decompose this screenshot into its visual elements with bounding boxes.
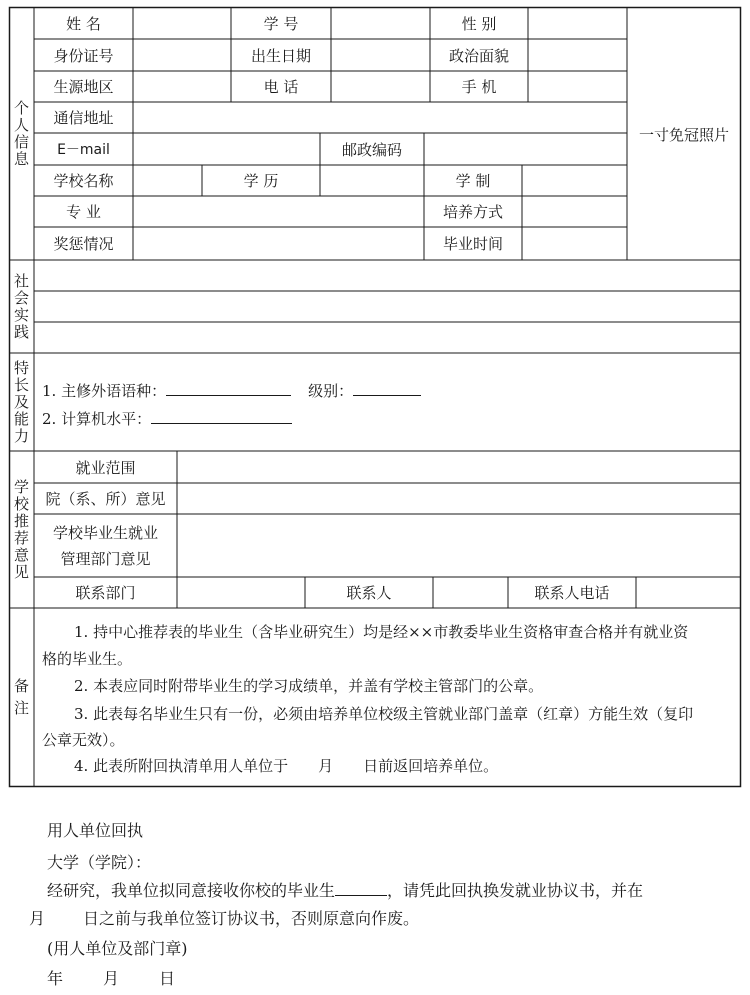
- label-char: 推: [13, 511, 29, 530]
- origin-label: 生源地区: [53, 78, 114, 96]
- degree-label: 学 历: [243, 172, 279, 190]
- email-label: E－mail: [57, 142, 110, 158]
- label-char: 学: [13, 477, 29, 496]
- contact-phone-label: 联系人电话: [534, 584, 610, 602]
- section-label-remarks: [9, 608, 34, 786]
- awards-label: 奖惩情况: [53, 235, 114, 253]
- remark-4: [74, 753, 498, 779]
- remark-4-part-1: 4. 此表所附回执清单用人单位于: [74, 757, 289, 775]
- receipt-body-month: 月: [29, 909, 46, 928]
- remark-1b: 格的毕业生。: [42, 650, 133, 668]
- label-char: 人: [13, 116, 29, 134]
- section-label-recommend: [9, 451, 34, 608]
- level-blank[interactable]: [353, 381, 421, 396]
- label-char: 力: [13, 426, 29, 445]
- length-label: 学 制: [455, 172, 491, 190]
- receipt-day: 日: [159, 969, 176, 988]
- office-opinion-line-2: 管理部门意见: [60, 549, 151, 568]
- contact-dept-label: 联系部门: [75, 584, 136, 602]
- remark-1a: 1. 持中心推荐表的毕业生（含毕业研究生）均是经××市教委毕业生资格审查合格并有就业资: [74, 623, 689, 641]
- phone-label: 电 话: [263, 78, 299, 96]
- receipt-month: 月: [103, 969, 120, 988]
- remark-3b: 公章无效）。: [42, 731, 125, 749]
- major-label: 专 业: [66, 203, 101, 221]
- section-label-personal: [9, 8, 34, 260]
- label-char: 会: [13, 288, 29, 307]
- contact-person-label: 联系人: [346, 584, 392, 602]
- label-char: 备: [13, 677, 29, 695]
- language-line: [42, 380, 421, 401]
- graduate-name-blank[interactable]: [335, 881, 387, 896]
- receipt-body-2b: 日之前与我单位签订协议书，否则原意向作废。: [83, 909, 420, 928]
- id-no-label: 身份证号: [53, 46, 114, 65]
- school-label: 学校名称: [53, 172, 114, 190]
- name-label: 姓 名: [66, 15, 101, 33]
- label-char: 社: [13, 271, 29, 290]
- receipt-title: 用人单位回执: [47, 821, 144, 840]
- mobile-label: 手 机: [461, 78, 497, 96]
- remark-4-part-2: 日前返回培养单位。: [363, 757, 499, 775]
- language-blank[interactable]: [166, 381, 291, 396]
- label-char: 荐: [13, 528, 29, 547]
- receipt-stamp: (用人单位及部门章): [47, 939, 188, 958]
- computer-line: [42, 408, 292, 429]
- label-char: 信: [13, 133, 29, 151]
- postcode-label: 邮政编码: [341, 140, 402, 159]
- label-char: 校: [13, 494, 29, 513]
- scope-label: 就业范围: [75, 458, 136, 477]
- receipt-addressee: 大学（学院）：: [47, 853, 152, 872]
- photo-placeholder: 一寸免冠照片: [638, 125, 729, 144]
- receipt-body-1b: ，请凭此回执换发就业协议书，并在: [387, 881, 644, 900]
- birth-label: 出生日期: [250, 46, 311, 65]
- label-char: 注: [13, 699, 29, 717]
- level-label: 级别：: [308, 382, 354, 400]
- office-opinion-label: [34, 514, 177, 577]
- remark-3a: 3. 此表每名毕业生只有一份，必须由培养单位校级主管就业部门盖章（红章）方能生效（复印: [74, 705, 694, 723]
- student-no-label: 学 号: [263, 15, 299, 33]
- receipt-body-1a: 经研究，我单位拟同意接收你校的毕业生: [47, 881, 336, 900]
- office-opinion-line-1: 学校毕业生就业: [52, 523, 158, 542]
- label-char: 践: [13, 322, 29, 341]
- receipt-year: 年: [47, 969, 64, 988]
- receipt-date: [47, 966, 175, 989]
- label-char: 息: [13, 150, 29, 168]
- politics-label: 政治面貌: [448, 46, 509, 65]
- receipt-body-line-2: [29, 906, 419, 929]
- label-char: 见: [13, 562, 29, 581]
- section-label-social: [9, 260, 34, 353]
- grad-time-label: 毕业时间: [442, 235, 503, 253]
- receipt-body-line-1: [47, 878, 643, 901]
- label-char: 意: [13, 545, 29, 564]
- section-label-skills: [9, 353, 34, 451]
- label-char: 特: [13, 358, 29, 377]
- computer-label: 2. 计算机水平：: [42, 410, 152, 428]
- gender-label: 性 别: [461, 15, 497, 33]
- address-label: 通信地址: [53, 109, 114, 127]
- language-label: 1. 主修外语语种：: [42, 382, 167, 400]
- label-char: 个: [13, 99, 29, 117]
- remark-2: 2. 本表应同时附带毕业生的学习成绩单，并盖有学校主管部门的公章。: [74, 677, 544, 695]
- remark-4-month: 月: [318, 757, 334, 775]
- label-char: 长: [13, 375, 29, 394]
- computer-blank[interactable]: [151, 409, 292, 424]
- label-char: 实: [13, 305, 29, 324]
- label-char: 能: [13, 409, 29, 428]
- dept-opinion-label: 院（系、所）意见: [45, 490, 166, 508]
- training-label: 培养方式: [442, 203, 503, 221]
- label-char: 及: [13, 392, 29, 411]
